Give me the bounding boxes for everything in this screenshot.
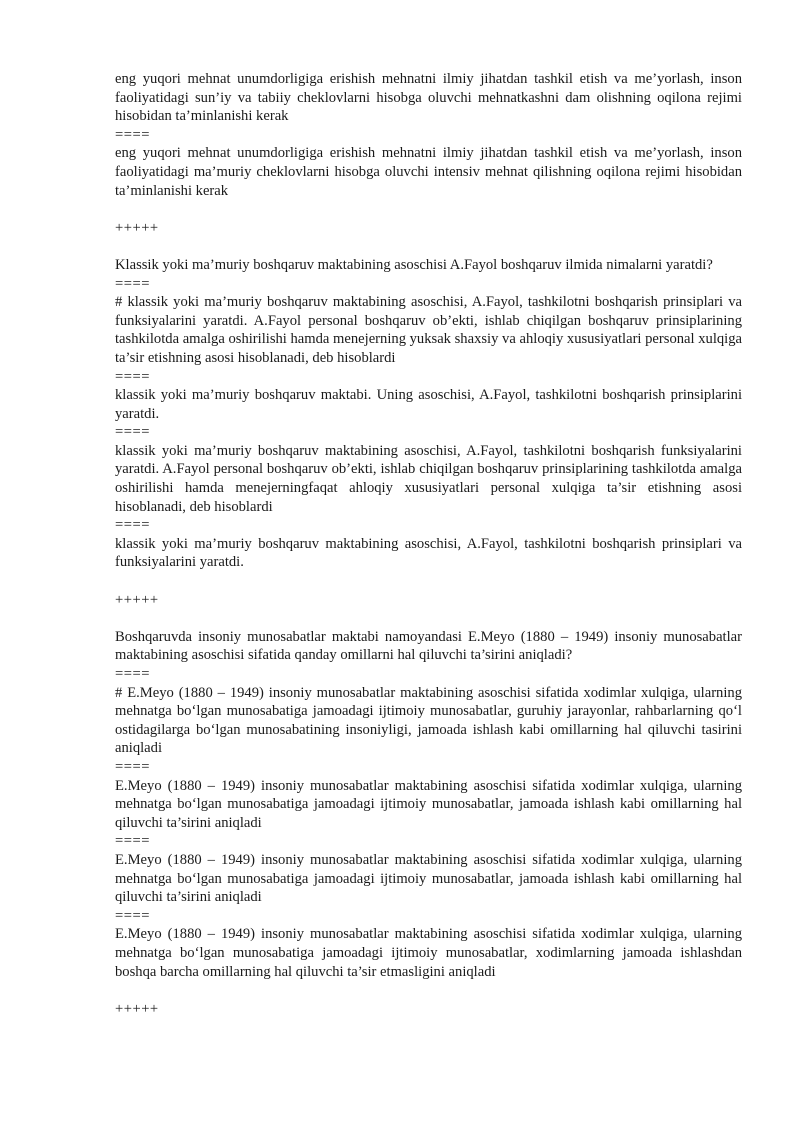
separator: ==== xyxy=(115,517,150,534)
document-page xyxy=(115,70,742,1018)
separator: ==== xyxy=(115,424,150,441)
blank-line xyxy=(115,981,742,1000)
answer-option: E.Meyo (1880 – 1949) insoniy munosabatlar maktabining asoschisi sifatida xodimlar xulqiga, ularning mehnatga bo‘lgan munosabatiga jamoadagi ijtimoiy munosabatlar, xodimlarning jamoada ishlashdan boshqa barcha omillarning hal qiluvchi ta’sir etmasligini aniqladi xyxy=(115,926,742,980)
separator: ==== xyxy=(115,368,150,385)
correct-answer-option: # E.Meyo (1880 – 1949) insoniy munosabatlar maktabining asoschisi sifatida xodimlar xulqiga, ularning mehnatga bo‘lgan munosabatiga jamoadagi ijtimoiy munosabatlar, guruhiy jarayonlar, rahbarlarning qo‘l ostidagilarga bo‘lgan munosabatining insoniyligi, jamoada ishlash kabi omillarning hal qiluvchi tasirini aniqladi xyxy=(115,684,742,757)
blank-line xyxy=(115,572,742,591)
blank-line xyxy=(115,200,742,219)
answer-option: klassik yoki ma’muriy boshqaruv maktabining asoschisi, A.Fayol, tashkilotni boshqarish prinsiplari va funksiyalarini yaratdi. xyxy=(115,535,742,571)
blank-line xyxy=(115,237,742,256)
answer-option: E.Meyo (1880 – 1949) insoniy munosabatlar maktabining asoschisi sifatida xodimlar xulqiga, ularning mehnatga bo‘lgan munosabatiga jamoadagi ijtimoiy munosabatlar, jamoada ishlash kabi omillarning hal qiluvchi ta’sirini aniqladi xyxy=(115,851,742,906)
answer-option: eng yuqori mehnat unumdorligiga erishish mehnatni ilmiy jihatdan tashkil etish va me’yorlash, inson faoliyatidagi sun’iy va tabiiy cheklovlarni hisobga oluvchi mehnatkashni dam olishning oqilona rejimi hisobidan ta’minlanishi kerak xyxy=(115,71,742,125)
question-divider: +++++ xyxy=(115,1000,159,1017)
separator: ==== xyxy=(115,126,150,143)
separator: ==== xyxy=(115,907,150,924)
answer-option: eng yuqori mehnat unumdorligiga erishish mehnatni ilmiy jihatdan tashkil etish va me’yorlash, inson faoliyatidagi ma’muriy cheklovlarni hisobga oluvchi intensiv mehnat qilishning oqilona rejimi hisobidan ta’minlanishi kerak xyxy=(115,145,742,199)
answer-option: klassik yoki ma’muriy boshqaruv maktabining asoschisi, A.Fayol, tashkilotni boshqarish funksiyalarini yaratdi. A.Fayol personal boshqaruv ob’ekti, ishlab chiqilgan boshqaruv prinsiplarining tashkilotda amalga oshirilishi hamda menejerningfaqat ahloqiy xususiyatlari personal xulqiga ta’sir etishning asosi hisoblanadi, deb hisoblardi xyxy=(115,442,742,515)
correct-answer-option: # klassik yoki ma’muriy boshqaruv maktabining asoschisi, A.Fayol, tashkilotni boshqarish prinsiplari va funksiyalarini yaratdi. A.Fayol personal boshqaruv ob’ekti, ishlab chiqilgan boshqaruv prinsiplarining tashkilotda amalga oshirilishi hamda menejerning yuksak shaxsiy va ahloqiy xususiyatlari personal xulqiga ta’sir etishning asosi hisoblanadi, deb hisoblardi xyxy=(115,294,742,366)
answer-option: E.Meyo (1880 – 1949) insoniy munosabatlar maktabining asoschisi sifatida xodimlar xulqiga, ularning mehnatga bo‘lgan munosabatiga jamoadagi ijtimoiy munosabatlar, jamoada ishlash kabi omillarning hal qiluvchi ta’sirini aniqladi xyxy=(115,777,742,831)
separator: ==== xyxy=(115,275,150,292)
question-text: Boshqaruvda insoniy munosabatlar maktabi namoyandasi E.Meyo (1880 – 1949) insoniy munosabatlar maktabining asoschisi sifatida qanday omillarni hal qiluvchi ta’sirini aniqladi? xyxy=(115,628,742,664)
question-divider: +++++ xyxy=(115,591,159,608)
separator: ==== xyxy=(115,666,150,682)
blank-line xyxy=(115,609,742,628)
separator: ==== xyxy=(115,758,150,775)
question-divider: +++++ xyxy=(115,219,159,236)
answer-option: klassik yoki ma’muriy boshqaruv maktabi. Uning asoschisi, A.Fayol, tashkilotni boshqarish prinsiplarini yaratdi. xyxy=(115,387,742,422)
question-text: Klassik yoki ma’muriy boshqaruv maktabining asoschisi A.Fayol boshqaruv ilmida nimalarni yaratdi? xyxy=(115,256,713,273)
separator: ==== xyxy=(115,833,150,850)
